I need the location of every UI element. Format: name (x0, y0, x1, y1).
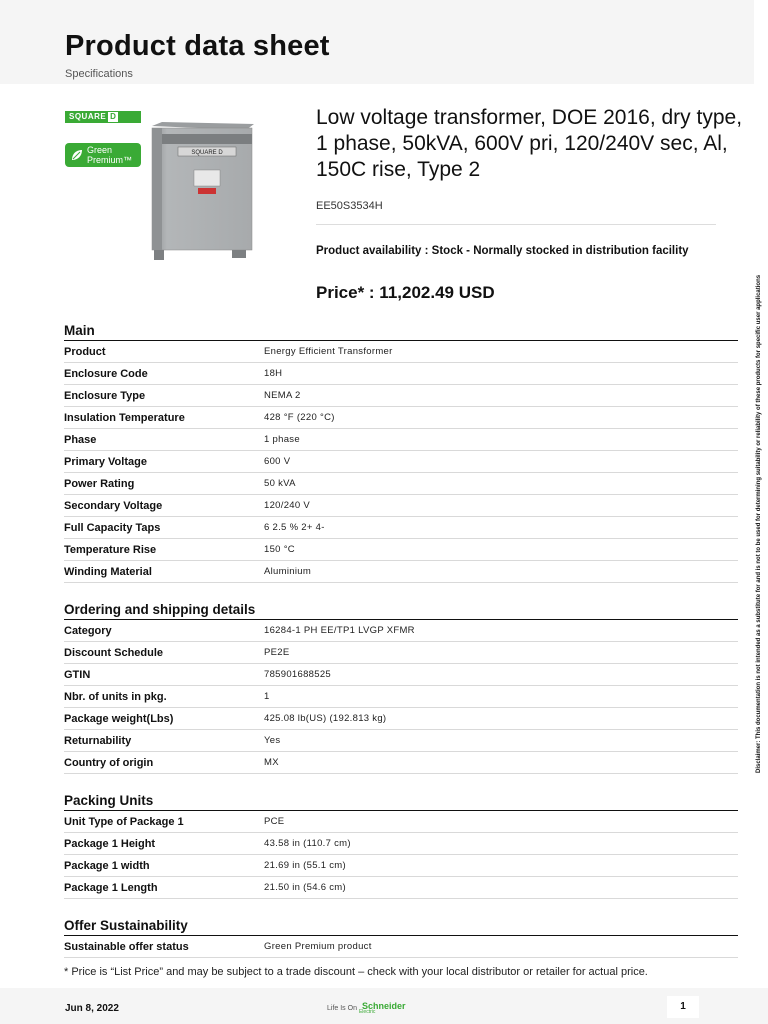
page-footer (0, 988, 768, 1024)
row-label: Discount Schedule (64, 646, 164, 659)
table-row (64, 539, 738, 561)
square-d-logo-mark: D (110, 112, 117, 121)
row-value: 150 °C (264, 544, 295, 555)
table-row (64, 877, 738, 899)
row-label: Enclosure Type (64, 389, 146, 402)
row-value: PCE (264, 816, 285, 827)
table-row (64, 517, 738, 539)
transformer-product-image (148, 120, 256, 262)
row-value: 50 kVA (264, 478, 296, 489)
spec-table (64, 341, 738, 583)
row-label: Package weight(Lbs) (64, 712, 174, 725)
row-value: Green Premium product (264, 941, 372, 952)
row-value: MX (264, 757, 279, 768)
product-title: Low voltage transformer, DOE 2016, dry type, 1 phase, 50kVA, 600V pri, 120/240V sec, Al, 150C rise, Type 2 (316, 106, 743, 181)
table-row (64, 833, 738, 855)
green-premium-logo (65, 143, 141, 167)
table-row (64, 811, 738, 833)
spec-table (64, 811, 738, 899)
row-label: Category (64, 624, 112, 637)
product-availability: Product availability : Stock - Normally stocked in distribution facility (316, 245, 689, 257)
table-row (64, 664, 738, 686)
table-row (64, 686, 738, 708)
row-label: Temperature Rise (64, 543, 157, 556)
page-subtitle: Specifications (65, 68, 133, 80)
row-value: 600 V (264, 456, 291, 467)
square-d-logo-text: SQUARE (69, 112, 107, 121)
row-label: Power Rating (64, 477, 135, 490)
square-d-logo (65, 111, 141, 123)
row-label: Package 1 Height (64, 837, 156, 850)
logo-tagline: Life Is On (327, 1004, 357, 1012)
row-value: 425.08 lb(US) (192.813 kg) (264, 713, 387, 724)
table-row (64, 752, 738, 774)
section-title: Offer Sustainability (64, 917, 738, 936)
row-value: 1 phase (264, 434, 300, 445)
section-title: Ordering and shipping details (64, 601, 738, 620)
row-label: Returnability (64, 734, 132, 747)
section-title: Main (64, 322, 738, 341)
row-value: 21.50 in (54.6 cm) (264, 882, 346, 893)
page-number: 1 (667, 996, 699, 1018)
section-ordering-shipping (64, 601, 738, 774)
row-label: Package 1 width (64, 859, 150, 872)
row-value: Aluminium (264, 566, 312, 577)
row-value: 428 °F (220 °C) (264, 412, 335, 423)
divider (316, 224, 716, 225)
row-label: Nbr. of units in pkg. (64, 690, 167, 703)
spec-table (64, 936, 738, 958)
spec-table (64, 620, 738, 774)
row-value: PE2E (264, 647, 290, 658)
row-value: 43.58 in (110.7 cm) (264, 838, 351, 849)
row-label: Secondary Voltage (64, 499, 163, 512)
product-reference: EE50S3534H (316, 200, 383, 212)
row-label: Phase (64, 433, 97, 446)
table-row (64, 363, 738, 385)
row-label: GTIN (64, 668, 91, 681)
section-packing-units (64, 792, 738, 899)
row-label: Winding Material (64, 565, 152, 578)
row-label: Package 1 Length (64, 881, 158, 894)
price-footnote: * Price is “List Price” and may be subject to a trade discount – check with your local distributor or retailer for actual price. (64, 966, 648, 978)
row-value: 18H (264, 368, 283, 379)
row-label: Product (64, 345, 106, 358)
green-premium-text: Green Premium™ (87, 145, 133, 165)
page-header (0, 0, 754, 84)
table-row (64, 855, 738, 877)
section-title: Packing Units (64, 792, 738, 811)
product-price: Price* : 11,202.49 USD (316, 283, 495, 302)
row-label: Enclosure Code (64, 367, 148, 380)
schneider-electric-logo (327, 1001, 405, 1015)
table-row (64, 730, 738, 752)
row-value: 21.69 in (55.1 cm) (264, 860, 346, 871)
row-label: Unit Type of Package 1 (64, 815, 184, 828)
row-value: 16284-1 PH EE/TP1 LVGP XFMR (264, 625, 415, 636)
row-value: 120/240 V (264, 500, 311, 511)
row-label: Full Capacity Taps (64, 521, 161, 534)
row-label: Primary Voltage (64, 455, 147, 468)
table-row (64, 429, 738, 451)
table-row (64, 642, 738, 664)
page-title: Product data sheet (65, 30, 330, 62)
nameplate-label: SQUARE D (191, 150, 223, 156)
table-row (64, 473, 738, 495)
logo-brand-name: Schneider (361, 1001, 406, 1011)
row-value: 1 (264, 691, 270, 702)
row-label: Sustainable offer status (64, 940, 189, 953)
table-row (64, 407, 738, 429)
table-row (64, 936, 738, 958)
row-label: Insulation Temperature (64, 411, 185, 424)
footer-date: Jun 8, 2022 (65, 1003, 119, 1014)
row-value: 6 2.5 % 2+ 4- (264, 522, 325, 533)
disclaimer-text: Disclaimer: This documentation is not intended as a substitute for and is not to be used for determining suitability or reliability of these products for specific user applications (756, 274, 762, 773)
row-value: Energy Efficient Transformer (264, 346, 393, 357)
row-value: 785901688525 (264, 669, 332, 680)
table-row (64, 495, 738, 517)
section-offer-sustainability (64, 917, 738, 958)
table-row (64, 341, 738, 363)
table-row (64, 385, 738, 407)
row-value: Yes (264, 735, 281, 746)
table-row (64, 708, 738, 730)
logo-brand-sub: Electric (358, 1009, 376, 1015)
row-label: Country of origin (64, 756, 154, 769)
section-main (64, 322, 738, 583)
table-row (64, 620, 738, 642)
row-value: NEMA 2 (264, 390, 301, 401)
table-row (64, 451, 738, 473)
leaf-icon (70, 148, 84, 162)
table-row (64, 561, 738, 583)
